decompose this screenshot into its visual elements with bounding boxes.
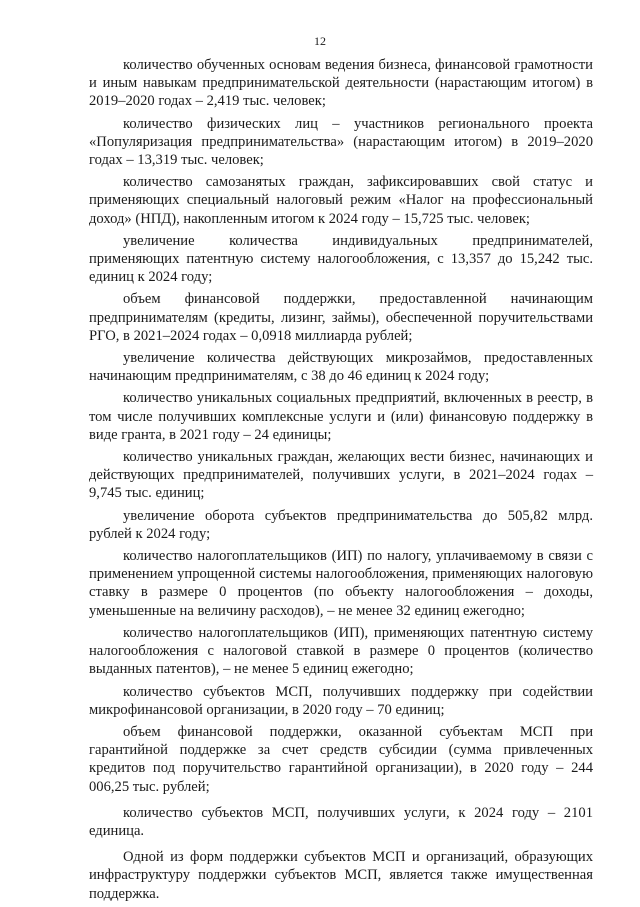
- paragraph-microfinance-support: количество субъектов МСП, получивших поддержку при содействии микрофинансовой организации, в 2020 году – 70 единиц;: [89, 683, 593, 718]
- paragraph-unique-citizens: количество уникальных граждан, желающих вести бизнес, начинающих и действующих предпринимателей, получивших услуги, в 2021–2024 годах – 9,745 тыс. единиц;: [89, 449, 593, 502]
- paragraph-msp-services: количество субъектов МСП, получивших услуги, к 2024 году – 2101 единица.: [89, 804, 593, 839]
- paragraph-turnover: увеличение оборота субъектов предпринимательства до 505,82 млрд. рублей к 2024 году;: [89, 507, 593, 542]
- document-body: [89, 56, 593, 907]
- paragraph-usn-taxpayers: количество налогоплательщиков (ИП) по налогу, уплачиваемому в связи с применением упрощенной системы налогообложения, применяющих налоговую ставку в размере 0 процентов (по объекту налогообложения – доходы, уменьшенные на величину расходов), – не менее 32 единиц ежегодно;: [89, 548, 593, 619]
- paragraph-self-employed: количество самозанятых граждан, зафиксировавших свой статус и применяющих специальный налоговый режим «Налог на профессиональный доход» (НПД), накопленным итогом к 2024 году – 15,725 тыс. человек;: [89, 174, 593, 227]
- paragraph-patent-entrepreneurs: увеличение количества индивидуальных предпринимателей, применяющих патентную систему налогообложения, с 13,357 до 15,242 тыс. единиц к 2024 году;: [89, 232, 593, 286]
- paragraph-financial-support-rgo: объем финансовой поддержки, предоставленной начинающим предпринимателям (кредиты, лизинг, займы), обеспеченной поручительствами РГО, в 2021–2024 годах – 0,0918 миллиарда рублей;: [89, 291, 593, 344]
- paragraph-patent-taxpayers: количество налогоплательщиков (ИП), применяющих патентную систему налогообложения с налоговой ставкой в размере 0 процентов (количество выданных патентов), – не менее 5 единиц ежегодно;: [89, 624, 593, 678]
- paragraph-property-support: Одной из форм поддержки субъектов МСП и организаций, образующих инфраструктуру поддержки субъектов МСП, является также имущественная поддержка.: [89, 849, 593, 902]
- paragraph-project-participants: количество физических лиц – участников регионального проекта «Популяризация предпринимательства» (нарастающим итогом) в 2019–2020 годах – 13,319 тыс. человек;: [89, 115, 593, 169]
- paragraph-guarantee-support: объем финансовой поддержки, оказанной субъектам МСП при гарантийной поддержке за счет средств субсидии (сумма привлеченных кредитов под поручительство гарантийной организации), в 2020 году – 244 006,25 тыс. рублей;: [89, 723, 593, 795]
- page-number: 12: [314, 34, 326, 48]
- paragraph-trained-count: количество обученных основам ведения бизнеса, финансовой грамотности и иным навыкам предпринимательской деятельности (нарастающим итогом) в 2019–2020 годах – 2,419 тыс. человек;: [89, 57, 593, 110]
- paragraph-microloans: увеличение количества действующих микрозаймов, предоставленных начинающим предпринимателям, с 38 до 46 единиц к 2024 году;: [89, 350, 593, 385]
- paragraph-social-enterprises: количество уникальных социальных предприятий, включенных в реестр, в том числе получивших комплексные услуги и (или) финансовую поддержку в виде гранта, в 2021 году – 24 единицы;: [89, 390, 593, 443]
